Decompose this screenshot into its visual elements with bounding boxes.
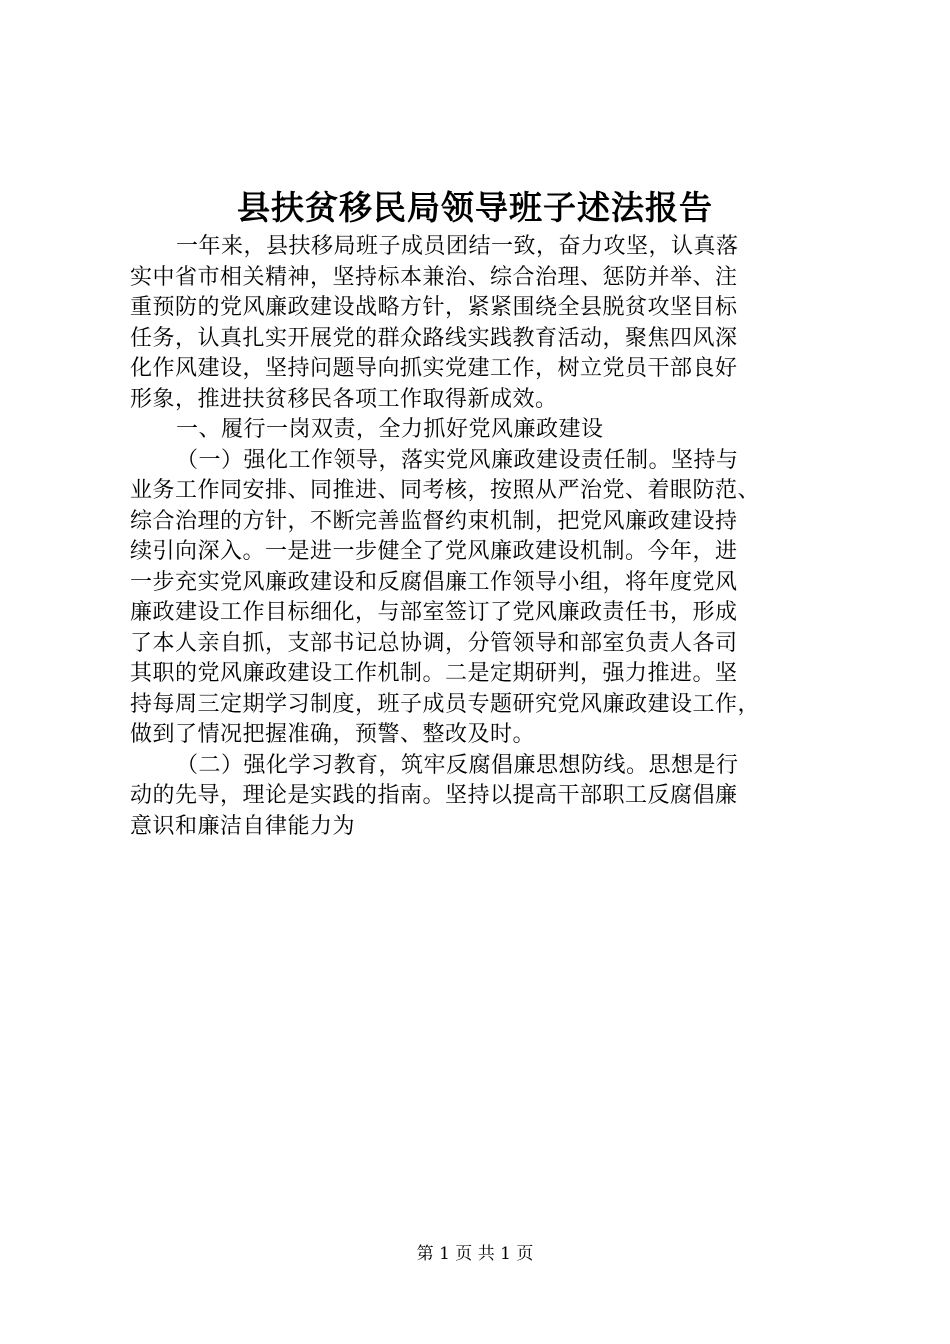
document-body [130,232,830,842]
paragraph-line: 续引向深入。一是进一步健全了党风廉政建设机制。今年，进 [130,539,738,564]
paragraph-line: 廉政建设工作目标细化，与部室签订了党风廉政责任书，形成 [130,600,738,625]
paragraph-line: 形象，推进扶贫移民各项工作取得新成效。 [130,386,558,412]
page-number-footer: 第 1 页 共 1 页 [416,1244,534,1264]
paragraph-line: 综合治理的方针，不断完善监督约束机制，把党风廉政建设持 [130,508,738,534]
section-heading: 一、履行一岗双责，全力抓好党风廉政建设 [176,417,604,442]
paragraph-line: 做到了情况把握准确，预警、整改及时。 [130,722,536,747]
paragraph-line: 任务，认真扎实开展党的群众路线实践教育活动，聚焦四风深 [130,325,738,351]
paragraph-line: 化作风建设，坚持问题导向抓实党建工作，树立党员干部良好 [130,356,738,381]
paragraph-line: 动的先导，理论是实践的指南。坚持以提高干部职工反腐倡廉 [130,783,738,808]
paragraph-line: 了本人亲自抓，支部书记总协调，分管领导和部室负责人各司 [130,630,738,656]
paragraph-line: （一）强化工作领导，落实党风廉政建设责任制。坚持与 [176,447,739,473]
paragraph-line: 实中省市相关精神，坚持标本兼治、综合治理、惩防并举、注 [130,264,738,290]
paragraph-line: （二）强化学习教育，筑牢反腐倡廉思想防线。思想是行 [176,752,739,778]
paragraph-line: 业务工作同安排、同推进、同考核，按照从严治党、着眼防范、 [130,478,761,503]
paragraph-line: 意识和廉洁自律能力为 [130,813,356,839]
paragraph-line: 重预防的党风廉政建设战略方针，紧紧围绕全县脱贫攻坚目标 [130,295,738,320]
paragraph-line: 一步充实党风廉政建设和反腐倡廉工作领导小组，将年度党风 [130,569,738,595]
paragraph-line: 持每周三定期学习制度，班子成员专题研究党风廉政建设工作， [130,691,761,717]
paragraph-line: 其职的党风廉政建设工作机制。二是定期研判，强力推进。坚 [130,661,738,686]
document-title: 县扶贫移民局领导班子述法报告 [237,188,713,227]
paragraph-line: 一年来，县扶移局班子成员团结一致，奋力攻坚，认真落 [176,234,739,259]
